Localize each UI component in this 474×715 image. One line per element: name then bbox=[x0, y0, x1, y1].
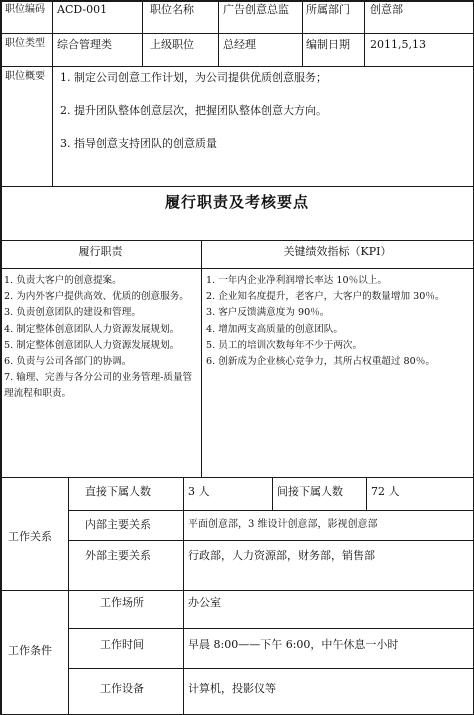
value-internal-relations: 平面创意部，3 维设计创意部，影视创意部 bbox=[188, 519, 378, 530]
label-position-name: 职位名称 bbox=[150, 3, 194, 16]
value-position-type: 综合管理类 bbox=[57, 38, 112, 51]
value-work-hours: 早晨 8:00——下午 6:00，中午休息一小时 bbox=[188, 638, 399, 651]
duties-list bbox=[4, 273, 198, 403]
list-item: 4. 制定整体创意团队人力资源发展规划。 bbox=[4, 323, 180, 335]
label-work-conditions: 工作条件 bbox=[8, 644, 52, 657]
value-supervisor: 总经理 bbox=[223, 38, 256, 51]
overview-item: 3. 指导创意支持团队的创意质量 bbox=[60, 137, 217, 150]
label-equipment: 工作设备 bbox=[100, 682, 144, 695]
value-indirect-reports: 72 人 bbox=[371, 485, 400, 498]
value-workplace: 办公室 bbox=[188, 596, 221, 609]
list-item: 3. 客户反馈满意度为 90％。 bbox=[206, 307, 330, 319]
label-workplace: 工作场所 bbox=[100, 596, 144, 609]
list-item: 6. 创新成为企业核心竞争力，其所占权重超过 80％。 bbox=[206, 356, 435, 368]
value-department: 创意部 bbox=[370, 3, 403, 16]
list-item: 2. 企业知名度提升，老客户，大客户的数量增加 30％。 bbox=[206, 291, 445, 303]
value-direct-reports: 3 人 bbox=[188, 485, 210, 498]
label-indirect-reports: 间接下属人数 bbox=[277, 485, 343, 498]
list-item: 1. 一年内企业净利润增长率达 10％以上。 bbox=[206, 275, 387, 286]
label-date: 编制日期 bbox=[306, 38, 350, 51]
label-external-relations: 外部主要关系 bbox=[85, 549, 151, 562]
value-position-name: 广告创意总监 bbox=[223, 3, 289, 16]
list-item: 5. 制定整体创意团队人力资源发展规划。 bbox=[4, 339, 180, 351]
duties-header: 履行职责 bbox=[78, 245, 123, 258]
label-position-code: 职位编码 bbox=[5, 4, 45, 15]
section-title: 履行职责及考核要点 bbox=[164, 193, 309, 211]
list-item: 3. 负责创意团队的建设和管理。 bbox=[4, 307, 141, 319]
list-item: 7. 输理、完善与各分公司的业务管理-质量管理流程和职责。 bbox=[4, 372, 193, 400]
value-external-relations: 行政部，人力资源部，财务部，销售部 bbox=[188, 549, 375, 562]
value-date: 2011,5,13 bbox=[370, 38, 426, 51]
label-department: 所属部门 bbox=[306, 3, 350, 16]
value-position-code: ACD-001 bbox=[57, 3, 108, 16]
label-internal-relations: 内部主要关系 bbox=[85, 518, 151, 531]
label-overview: 职位概要 bbox=[5, 71, 45, 82]
kpi-list bbox=[206, 273, 468, 370]
overview-item: 1. 制定公司创意工作计划，为公司提供优质创意服务； bbox=[60, 71, 327, 84]
list-item: 5. 员工的培训次数每年不少于两次。 bbox=[206, 339, 363, 351]
list-item: 1. 负责大客户的创意提案。 bbox=[4, 275, 122, 286]
label-work-relations: 工作关系 bbox=[8, 530, 52, 543]
list-item: 2. 为内外客户提供高效、优质的创意服务。 bbox=[4, 291, 189, 303]
label-direct-reports: 直接下属人数 bbox=[85, 485, 151, 498]
label-supervisor: 上级职位 bbox=[150, 38, 194, 51]
label-position-type: 职位类型 bbox=[5, 38, 45, 49]
kpi-header: 关键绩效指标（KPI） bbox=[283, 245, 392, 258]
list-item: 4. 增加两支高质量的创意团队。 bbox=[206, 323, 343, 335]
label-work-hours: 工作时间 bbox=[100, 638, 144, 651]
value-equipment: 计算机，投影仪等 bbox=[188, 682, 276, 695]
overview-item: 2. 提升团队整体创意层次，把握团队整体创意大方向。 bbox=[60, 104, 327, 117]
list-item: 6. 负责与公司各部门的协调。 bbox=[4, 356, 132, 368]
